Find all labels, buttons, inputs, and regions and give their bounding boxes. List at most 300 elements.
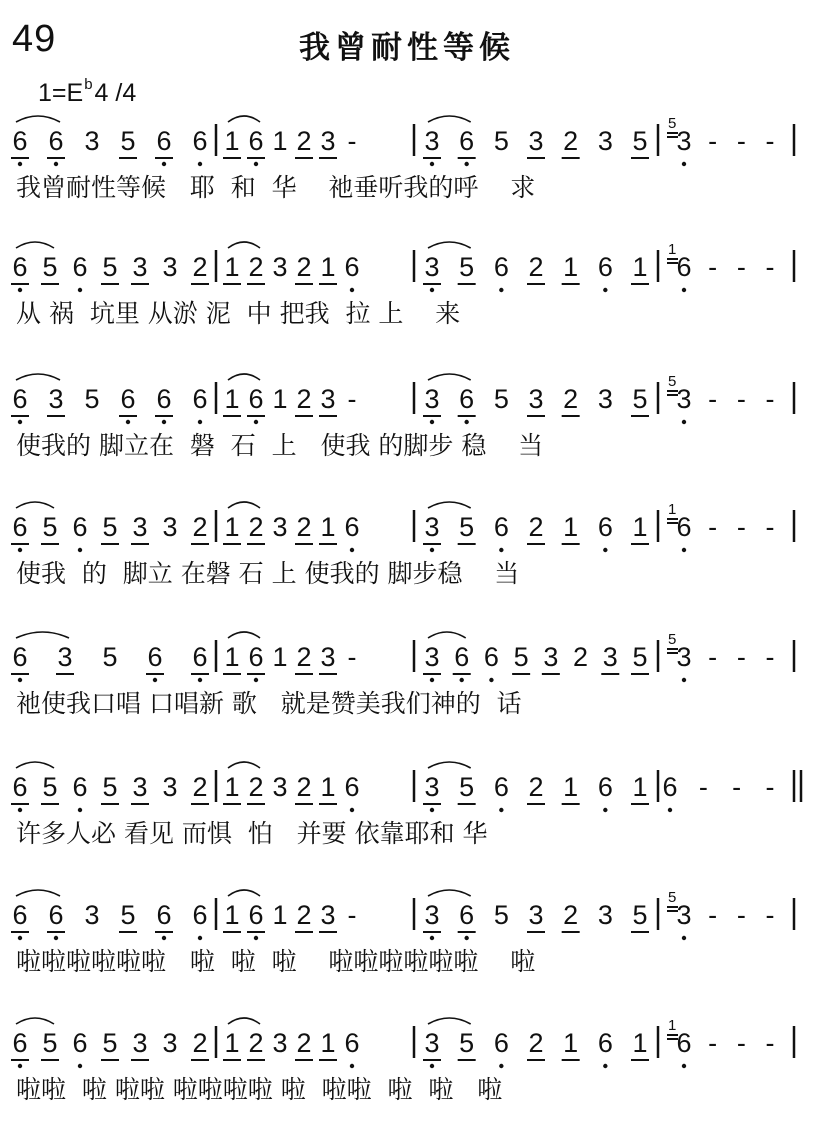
note: 2	[192, 252, 208, 282]
note: 3	[424, 512, 440, 542]
dash-extension: -	[732, 772, 742, 802]
dash-extension: -	[736, 1028, 746, 1058]
notation-svg	[0, 886, 814, 942]
low-octave-dot	[682, 936, 686, 940]
note: 3	[132, 772, 148, 802]
slur	[228, 890, 260, 896]
slur	[228, 1018, 260, 1024]
note: 1	[224, 642, 240, 672]
dash-extension: -	[765, 1028, 775, 1058]
low-octave-dot	[430, 288, 434, 292]
note: 3	[57, 642, 73, 672]
note: 1	[224, 900, 240, 930]
notation-line	[0, 238, 814, 368]
low-octave-dot	[78, 808, 82, 812]
low-octave-dot	[350, 288, 354, 292]
dash-extension: -	[765, 512, 775, 542]
note: 3	[272, 1028, 288, 1058]
low-octave-dot	[668, 808, 672, 812]
note: 6	[493, 772, 509, 802]
note: 6	[662, 772, 678, 802]
low-octave-dot	[603, 288, 607, 292]
note: 2	[573, 642, 589, 672]
note: 6	[12, 1028, 28, 1058]
low-octave-dot	[430, 936, 434, 940]
note: 3	[676, 126, 692, 156]
low-octave-dot	[162, 420, 166, 424]
low-octave-dot	[464, 420, 468, 424]
note: 1	[320, 1028, 336, 1058]
low-octave-dot	[254, 420, 258, 424]
low-octave-dot	[499, 288, 503, 292]
dash-extension: -	[765, 900, 775, 930]
low-octave-dot	[198, 678, 202, 682]
notation-line	[0, 886, 814, 1016]
key-prefix: 1=E	[38, 79, 84, 107]
note: 3	[84, 126, 100, 156]
dash-extension: -	[736, 512, 746, 542]
low-octave-dot	[18, 162, 22, 166]
lyric-line: 使我 的 脚立 在磐 石 上 使我的 脚步稳 当	[16, 559, 520, 588]
note: 3	[528, 126, 544, 156]
dash-extension: -	[708, 512, 718, 542]
note: 5	[459, 772, 475, 802]
slur	[16, 632, 69, 638]
low-octave-dot	[198, 162, 202, 166]
lyric-line: 祂使我口唱 口唱新 歌 就是赞美我们神的 话	[16, 689, 522, 718]
slur	[228, 242, 260, 248]
low-octave-dot	[430, 678, 434, 682]
slur	[428, 502, 471, 508]
dash-extension: -	[347, 384, 357, 414]
notation-line	[0, 758, 814, 888]
notation-line	[0, 498, 814, 628]
dash-extension: -	[708, 126, 718, 156]
note: 3	[320, 126, 336, 156]
dash-extension: -	[765, 126, 775, 156]
note: 6	[12, 512, 28, 542]
note: 3	[528, 900, 544, 930]
low-octave-dot	[430, 808, 434, 812]
low-octave-dot	[162, 936, 166, 940]
low-octave-dot	[54, 162, 58, 166]
note: 5	[632, 384, 648, 414]
note: 3	[162, 772, 178, 802]
note: 1	[632, 772, 648, 802]
note: 3	[320, 900, 336, 930]
song-number: 49	[12, 18, 57, 60]
notation-line	[0, 112, 814, 242]
note: 5	[493, 126, 509, 156]
slur	[16, 762, 54, 768]
grace-number: 5	[668, 373, 677, 390]
notation-line	[0, 370, 814, 500]
note: 3	[424, 126, 440, 156]
dash-extension: -	[736, 384, 746, 414]
slur	[428, 116, 471, 122]
note: 6	[192, 642, 208, 672]
dash-extension: -	[765, 384, 775, 414]
notation-line	[0, 628, 814, 758]
slur	[16, 502, 54, 508]
note: 3	[272, 772, 288, 802]
low-octave-dot	[499, 548, 503, 552]
note: 6	[483, 642, 499, 672]
note: 1	[272, 384, 288, 414]
note: 6	[454, 642, 470, 672]
low-octave-dot	[603, 1064, 607, 1068]
note: 3	[676, 642, 692, 672]
note: 2	[296, 772, 312, 802]
dash-extension: -	[765, 772, 775, 802]
note: 1	[272, 126, 288, 156]
note: 6	[493, 1028, 509, 1058]
slur	[428, 242, 471, 248]
slur	[428, 1018, 471, 1024]
note: 6	[459, 126, 475, 156]
note: 1	[224, 126, 240, 156]
note: 3	[597, 126, 613, 156]
song-title: 我曾耐性等候	[299, 30, 515, 66]
note: 6	[192, 384, 208, 414]
notation-svg	[0, 112, 814, 168]
note: 6	[248, 384, 264, 414]
note: 5	[632, 642, 648, 672]
low-octave-dot	[499, 808, 503, 812]
note: 6	[156, 126, 172, 156]
note: 2	[296, 126, 312, 156]
grace-number: 1	[668, 501, 677, 518]
dash-extension: -	[736, 900, 746, 930]
note: 6	[192, 900, 208, 930]
note: 6	[676, 252, 692, 282]
grace-number: 1	[668, 241, 677, 258]
low-octave-dot	[254, 162, 258, 166]
slur	[228, 116, 260, 122]
lyric-line: 啦啦啦啦啦啦 啦 啦 啦 啦啦啦啦啦啦 啦	[16, 947, 536, 976]
note: 3	[272, 252, 288, 282]
note: 1	[224, 512, 240, 542]
note: 3	[162, 1028, 178, 1058]
low-octave-dot	[18, 288, 22, 292]
note: 2	[192, 512, 208, 542]
note: 3	[162, 252, 178, 282]
note: 3	[528, 384, 544, 414]
dash-extension: -	[708, 642, 718, 672]
low-octave-dot	[603, 548, 607, 552]
lyric-line: 啦啦 啦 啦啦 啦啦啦啦 啦 啦啦 啦 啦 啦	[16, 1075, 503, 1104]
low-octave-dot	[18, 420, 22, 424]
slur	[228, 632, 260, 638]
note: 6	[597, 512, 613, 542]
note: 6	[12, 900, 28, 930]
note: 1	[563, 252, 579, 282]
note: 6	[72, 252, 88, 282]
note: 5	[102, 252, 118, 282]
dash-extension: -	[708, 252, 718, 282]
note: 2	[528, 772, 544, 802]
low-octave-dot	[350, 808, 354, 812]
dash-extension: -	[708, 384, 718, 414]
note: 1	[632, 1028, 648, 1058]
note: 5	[493, 384, 509, 414]
slur	[16, 242, 54, 248]
low-octave-dot	[682, 420, 686, 424]
note: 3	[272, 512, 288, 542]
note: 1	[272, 900, 288, 930]
note: 3	[676, 384, 692, 414]
note: 2	[563, 384, 579, 414]
slur	[428, 762, 471, 768]
note: 3	[162, 512, 178, 542]
note: 6	[120, 384, 136, 414]
slur	[228, 374, 260, 380]
note: 5	[513, 642, 529, 672]
low-octave-dot	[460, 678, 464, 682]
low-octave-dot	[78, 1064, 82, 1068]
slur	[428, 890, 471, 896]
note: 6	[248, 642, 264, 672]
note: 6	[48, 900, 64, 930]
note: 6	[72, 512, 88, 542]
low-octave-dot	[430, 420, 434, 424]
lyric-line: 我曾耐性等候 耶 和 华 祂垂听我的呼 求	[16, 173, 536, 202]
note: 5	[42, 772, 58, 802]
dash-extension: -	[736, 126, 746, 156]
note: 3	[602, 642, 618, 672]
note: 6	[676, 1028, 692, 1058]
low-octave-dot	[254, 936, 258, 940]
note: 6	[12, 642, 28, 672]
note: 2	[248, 512, 264, 542]
note: 1	[563, 772, 579, 802]
note: 3	[597, 900, 613, 930]
note: 2	[528, 1028, 544, 1058]
note: 5	[42, 1028, 58, 1058]
key-accidental: b	[84, 76, 93, 93]
slur	[16, 890, 60, 896]
low-octave-dot	[162, 162, 166, 166]
note: 2	[528, 252, 544, 282]
lyric-line: 使我的 脚立在 磐 石 上 使我 的脚步 稳 当	[16, 431, 544, 460]
note: 3	[320, 642, 336, 672]
lyric-line: 许多人必 看见 而惧 怕 并要 依靠耶和 华	[16, 819, 488, 848]
notation-svg	[0, 238, 814, 294]
low-octave-dot	[18, 936, 22, 940]
note: 1	[224, 384, 240, 414]
note: 5	[120, 126, 136, 156]
slur	[16, 116, 60, 122]
note: 2	[528, 512, 544, 542]
note: 6	[344, 1028, 360, 1058]
low-octave-dot	[198, 420, 202, 424]
note: 1	[224, 252, 240, 282]
low-octave-dot	[430, 162, 434, 166]
note: 5	[632, 126, 648, 156]
note: 2	[563, 126, 579, 156]
note: 1	[320, 512, 336, 542]
note: 6	[72, 1028, 88, 1058]
note: 6	[344, 512, 360, 542]
low-octave-dot	[350, 548, 354, 552]
lyric-line: 从 祸 坑里 从淤 泥 中 把我 拉 上 来	[16, 299, 461, 328]
note: 6	[12, 384, 28, 414]
note: 2	[248, 252, 264, 282]
note: 1	[320, 772, 336, 802]
note: 6	[459, 900, 475, 930]
notation-svg	[0, 1014, 814, 1070]
grace-number: 5	[668, 631, 677, 648]
low-octave-dot	[18, 678, 22, 682]
notation-svg	[0, 498, 814, 554]
note: 5	[120, 900, 136, 930]
note: 6	[48, 126, 64, 156]
note: 6	[156, 900, 172, 930]
dash-extension: -	[698, 772, 708, 802]
note: 5	[102, 772, 118, 802]
note: 6	[344, 772, 360, 802]
slur	[428, 374, 471, 380]
notation-svg	[0, 628, 814, 684]
notation-svg	[0, 758, 814, 814]
low-octave-dot	[18, 808, 22, 812]
note: 2	[296, 512, 312, 542]
slur	[16, 374, 60, 380]
note: 6	[12, 772, 28, 802]
note: 2	[192, 772, 208, 802]
note: 6	[597, 1028, 613, 1058]
note: 6	[459, 384, 475, 414]
low-octave-dot	[153, 678, 157, 682]
note: 3	[132, 512, 148, 542]
note: 6	[597, 252, 613, 282]
note: 5	[42, 512, 58, 542]
note: 6	[156, 384, 172, 414]
note: 3	[84, 900, 100, 930]
key-signature	[38, 76, 136, 108]
note: 3	[424, 642, 440, 672]
low-octave-dot	[78, 548, 82, 552]
note: 2	[296, 1028, 312, 1058]
note: 3	[424, 772, 440, 802]
note: 6	[12, 126, 28, 156]
grace-number: 1	[668, 1017, 677, 1034]
note: 1	[563, 512, 579, 542]
note: 3	[676, 900, 692, 930]
note: 1	[563, 1028, 579, 1058]
note: 6	[676, 512, 692, 542]
note: 3	[597, 384, 613, 414]
low-octave-dot	[54, 936, 58, 940]
low-octave-dot	[78, 288, 82, 292]
notation-line	[0, 1014, 814, 1144]
note: 3	[543, 642, 559, 672]
note: 5	[632, 900, 648, 930]
note: 2	[563, 900, 579, 930]
slur	[16, 1018, 54, 1024]
note: 6	[72, 772, 88, 802]
low-octave-dot	[464, 162, 468, 166]
low-octave-dot	[682, 1064, 686, 1068]
dash-extension: -	[708, 1028, 718, 1058]
low-octave-dot	[18, 548, 22, 552]
low-octave-dot	[603, 808, 607, 812]
note: 1	[632, 252, 648, 282]
note: 5	[102, 642, 118, 672]
note: 6	[597, 772, 613, 802]
note: 2	[192, 1028, 208, 1058]
note: 3	[320, 384, 336, 414]
note: 3	[424, 1028, 440, 1058]
note: 6	[192, 126, 208, 156]
note: 5	[459, 512, 475, 542]
note: 5	[102, 1028, 118, 1058]
note: 1	[224, 1028, 240, 1058]
note: 2	[296, 252, 312, 282]
note: 2	[248, 1028, 264, 1058]
notation-svg	[0, 370, 814, 426]
note: 3	[424, 252, 440, 282]
low-octave-dot	[254, 678, 258, 682]
dash-extension: -	[736, 252, 746, 282]
note: 5	[459, 252, 475, 282]
low-octave-dot	[126, 420, 130, 424]
note: 5	[102, 512, 118, 542]
note: 1	[224, 772, 240, 802]
note: 2	[296, 900, 312, 930]
low-octave-dot	[489, 678, 493, 682]
note: 3	[132, 1028, 148, 1058]
low-octave-dot	[682, 162, 686, 166]
note: 2	[296, 642, 312, 672]
low-octave-dot	[430, 1064, 434, 1068]
note: 6	[344, 252, 360, 282]
note: 1	[272, 642, 288, 672]
dash-extension: -	[347, 126, 357, 156]
note: 3	[48, 384, 64, 414]
time-signature: 4 /4	[94, 79, 137, 107]
dash-extension: -	[736, 642, 746, 672]
low-octave-dot	[499, 1064, 503, 1068]
note: 3	[424, 900, 440, 930]
note: 6	[248, 126, 264, 156]
note: 5	[459, 1028, 475, 1058]
note: 2	[248, 772, 264, 802]
dash-extension: -	[765, 642, 775, 672]
note: 1	[320, 252, 336, 282]
note: 3	[132, 252, 148, 282]
low-octave-dot	[682, 678, 686, 682]
dash-extension: -	[347, 642, 357, 672]
dash-extension: -	[708, 900, 718, 930]
note: 5	[42, 252, 58, 282]
slur	[228, 762, 260, 768]
note: 2	[296, 384, 312, 414]
slur	[428, 632, 466, 638]
note: 1	[632, 512, 648, 542]
low-octave-dot	[18, 1064, 22, 1068]
dash-extension: -	[347, 900, 357, 930]
low-octave-dot	[464, 936, 468, 940]
slur	[228, 502, 260, 508]
low-octave-dot	[198, 936, 202, 940]
note: 6	[147, 642, 163, 672]
low-octave-dot	[682, 288, 686, 292]
dash-extension: -	[765, 252, 775, 282]
note: 6	[12, 252, 28, 282]
note: 5	[84, 384, 100, 414]
note: 3	[424, 384, 440, 414]
